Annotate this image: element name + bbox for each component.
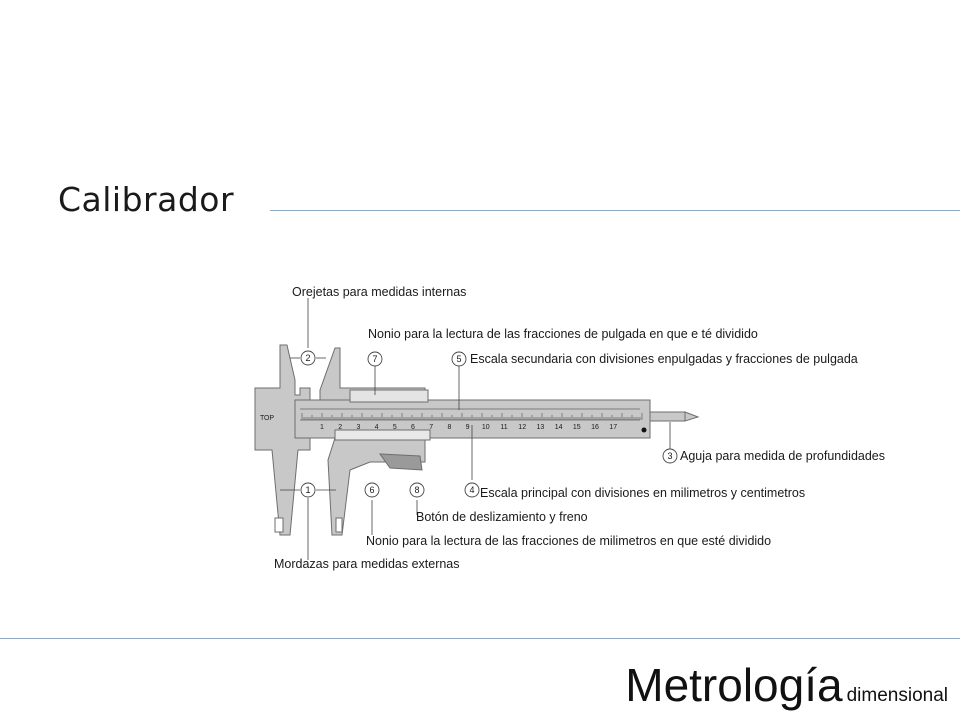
- scale-number: 8: [447, 424, 452, 431]
- label-escala-secundaria: Escala secundaria con divisiones enpulgadas y fracciones de pulgada: [470, 352, 858, 366]
- callout-4: 4: [469, 485, 475, 495]
- scale-number: 14: [554, 424, 563, 431]
- scale-end-dot: [642, 428, 647, 433]
- slide-title: Calibrador: [58, 180, 235, 219]
- scale-number: 13: [536, 424, 545, 431]
- callout-2: 2: [305, 353, 311, 363]
- label-nonio-pulgada: Nonio para la lectura de las fracciones de pulgada en que e té dividido: [368, 327, 758, 341]
- caliper-body: [255, 345, 698, 535]
- scale-number: 17: [609, 424, 618, 431]
- callout-6: 6: [369, 485, 375, 495]
- scale-number: 5: [392, 424, 397, 431]
- scale-number: 12: [518, 424, 527, 431]
- label-aguja: Aguja para medida de profundidades: [680, 449, 886, 463]
- caliper-diagram: [240, 270, 900, 590]
- scale-number: 1: [320, 424, 324, 431]
- label-nonio-mm: Nonio para la lectura de las fracciones de milimetros en que esté dividido: [366, 534, 772, 548]
- footer-brand: [625, 658, 948, 712]
- footer-main-text: Metrología: [625, 659, 843, 711]
- label-escala-principal: Escala principal con divisiones en milimetros y centimetros: [480, 486, 806, 500]
- label-orejetas: Orejetas para medidas internas: [292, 285, 467, 299]
- footer-divider: [0, 638, 960, 639]
- label-boton: Botón de deslizamiento y freno: [416, 510, 588, 524]
- scale-number: 16: [591, 424, 599, 431]
- scale-number: 10: [481, 424, 490, 431]
- scale-number: 15: [572, 424, 581, 431]
- footer-sub-text: dimensional: [846, 685, 948, 706]
- callout-8: 8: [414, 485, 420, 495]
- caliper-brand-mark: ТОР: [260, 415, 275, 422]
- scale-number: 11: [500, 424, 508, 431]
- label-mordazas: Mordazas para medidas externas: [274, 557, 460, 571]
- scale-number: 6: [411, 424, 415, 431]
- callout-3: 3: [667, 451, 673, 461]
- callout-7: 7: [372, 354, 378, 364]
- scale-number: 4: [374, 424, 379, 431]
- scale-number: 9: [465, 424, 470, 431]
- title-divider: [270, 210, 960, 211]
- scale-number: 2: [338, 424, 343, 431]
- scale-number: 3: [356, 424, 361, 431]
- callout-1: 1: [305, 485, 311, 495]
- callout-5: 5: [456, 354, 462, 364]
- scale-number: 7: [429, 424, 434, 431]
